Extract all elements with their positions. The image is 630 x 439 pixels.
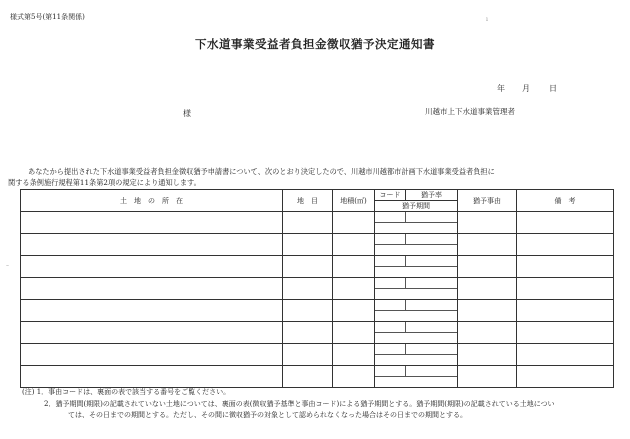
header-code: コード — [375, 190, 406, 200]
cell-period[interactable] — [375, 311, 457, 321]
cell-land-category[interactable] — [283, 300, 333, 322]
cell-area[interactable] — [333, 300, 375, 322]
margin-mark: ı — [486, 16, 488, 23]
cell-period[interactable] — [375, 223, 457, 233]
header-rate: 猶予率 — [421, 191, 442, 199]
cell-remarks[interactable] — [517, 212, 614, 234]
cell-remarks[interactable] — [517, 234, 614, 256]
cell-period[interactable] — [375, 267, 457, 277]
cell-location[interactable] — [21, 322, 283, 344]
cell-land-category[interactable] — [283, 344, 333, 366]
header-remarks: 備 考 — [517, 190, 614, 212]
addressee-suffix: 様 — [183, 109, 191, 118]
cell-land-category[interactable] — [283, 212, 333, 234]
cell-reason[interactable] — [458, 212, 517, 234]
cell-location[interactable] — [21, 300, 283, 322]
notice-body — [8, 166, 613, 188]
cell-location[interactable] — [21, 234, 283, 256]
cell-code[interactable] — [375, 278, 406, 288]
header-code-rate-period — [375, 190, 458, 212]
table-row — [21, 234, 614, 256]
cell-area[interactable] — [333, 322, 375, 344]
cell-code[interactable] — [375, 322, 406, 332]
cell-code-rate-period[interactable] — [375, 344, 458, 366]
edge-mark: – — [6, 262, 9, 269]
notice-body-line2: 関する条例施行規程第11条第2項の規定により通知します。 — [8, 178, 201, 187]
table-row — [21, 300, 614, 322]
notes-label: (注) — [22, 388, 35, 396]
cell-remarks[interactable] — [517, 322, 614, 344]
cell-code-rate-period[interactable] — [375, 256, 458, 278]
cell-area[interactable] — [333, 234, 375, 256]
cell-area[interactable] — [333, 366, 375, 388]
cell-location[interactable] — [21, 344, 283, 366]
table-row — [21, 322, 614, 344]
cell-remarks[interactable] — [517, 278, 614, 300]
cell-remarks[interactable] — [517, 300, 614, 322]
cell-code[interactable] — [375, 366, 406, 376]
cell-remarks[interactable] — [517, 256, 614, 278]
header-period: 猶予期間 — [402, 202, 430, 210]
cell-reason[interactable] — [458, 344, 517, 366]
cell-code-rate-period[interactable] — [375, 300, 458, 322]
date-month-label: 月 — [522, 84, 530, 93]
cell-location[interactable] — [21, 366, 283, 388]
cell-area[interactable] — [333, 344, 375, 366]
cell-area[interactable] — [333, 256, 375, 278]
cell-land-category[interactable] — [283, 256, 333, 278]
notice-body-line1: あなたから提出された下水道事業受益者負担金徴収猶予申請書について、次のとおり決定したので、川越市川越都市計画下水道事業受益者負担に — [28, 167, 495, 176]
notes — [22, 387, 555, 422]
deferral-table — [20, 189, 614, 388]
cell-location[interactable] — [21, 212, 283, 234]
note-item-1: 1．事由コードは、裏面の表で該当する番号をご覧ください。 — [36, 388, 231, 396]
form-number: 様式第5号(第11条関係) — [10, 13, 85, 21]
header-land-category: 地 目 — [283, 190, 333, 212]
cell-code[interactable] — [375, 212, 406, 222]
cell-period[interactable] — [375, 289, 457, 299]
cell-code-rate-period[interactable] — [375, 212, 458, 234]
cell-land-category[interactable] — [283, 322, 333, 344]
cell-reason[interactable] — [458, 366, 517, 388]
header-location: 土 地 の 所 在 — [21, 190, 283, 212]
date-year-label: 年 — [497, 84, 505, 93]
cell-code[interactable] — [375, 300, 406, 310]
cell-code[interactable] — [375, 234, 406, 244]
cell-reason[interactable] — [458, 234, 517, 256]
cell-location[interactable] — [21, 256, 283, 278]
note-item-2-continued: ては、その日までの期間とする。ただし、その間に徴収猶予の対象として認められなくなった場合はその日までの期間とする。 — [68, 411, 467, 419]
cell-code-rate-period[interactable] — [375, 278, 458, 300]
table-row — [21, 344, 614, 366]
cell-remarks[interactable] — [517, 344, 614, 366]
cell-land-category[interactable] — [283, 278, 333, 300]
cell-remarks[interactable] — [517, 366, 614, 388]
table-row — [21, 366, 614, 388]
cell-reason[interactable] — [458, 278, 517, 300]
issuer-name: 川越市上下水道事業管理者 — [425, 107, 515, 116]
cell-code[interactable] — [375, 256, 406, 266]
table-row — [21, 278, 614, 300]
cell-land-category[interactable] — [283, 234, 333, 256]
page-title: 下水道事業受益者負担金徴収猶予決定通知書 — [195, 37, 435, 51]
cell-area[interactable] — [333, 212, 375, 234]
cell-code-rate-period[interactable] — [375, 366, 458, 388]
cell-reason[interactable] — [458, 256, 517, 278]
cell-code-rate-period[interactable] — [375, 322, 458, 344]
note-item-2: 2．猶予期間(期限)の記載されていない土地については、裏面の表(徴収猶予基準と事由コード)による猶予期間とする。猶予期間(期限)の記載されている土地につい — [44, 399, 555, 408]
cell-reason[interactable] — [458, 322, 517, 344]
cell-location[interactable] — [21, 278, 283, 300]
header-reason: 猶予事由 — [458, 190, 517, 212]
cell-period[interactable] — [375, 245, 457, 255]
cell-period[interactable] — [375, 333, 457, 343]
table-row — [21, 212, 614, 234]
cell-period[interactable] — [375, 355, 457, 365]
cell-code-rate-period[interactable] — [375, 234, 458, 256]
table-row — [21, 256, 614, 278]
header-area: 地積(㎡) — [333, 190, 375, 212]
table-header-row — [21, 190, 614, 212]
cell-area[interactable] — [333, 278, 375, 300]
date-day-label: 日 — [549, 84, 557, 93]
cell-land-category[interactable] — [283, 366, 333, 388]
cell-reason[interactable] — [458, 300, 517, 322]
cell-period[interactable] — [375, 377, 457, 387]
cell-code[interactable] — [375, 344, 406, 354]
